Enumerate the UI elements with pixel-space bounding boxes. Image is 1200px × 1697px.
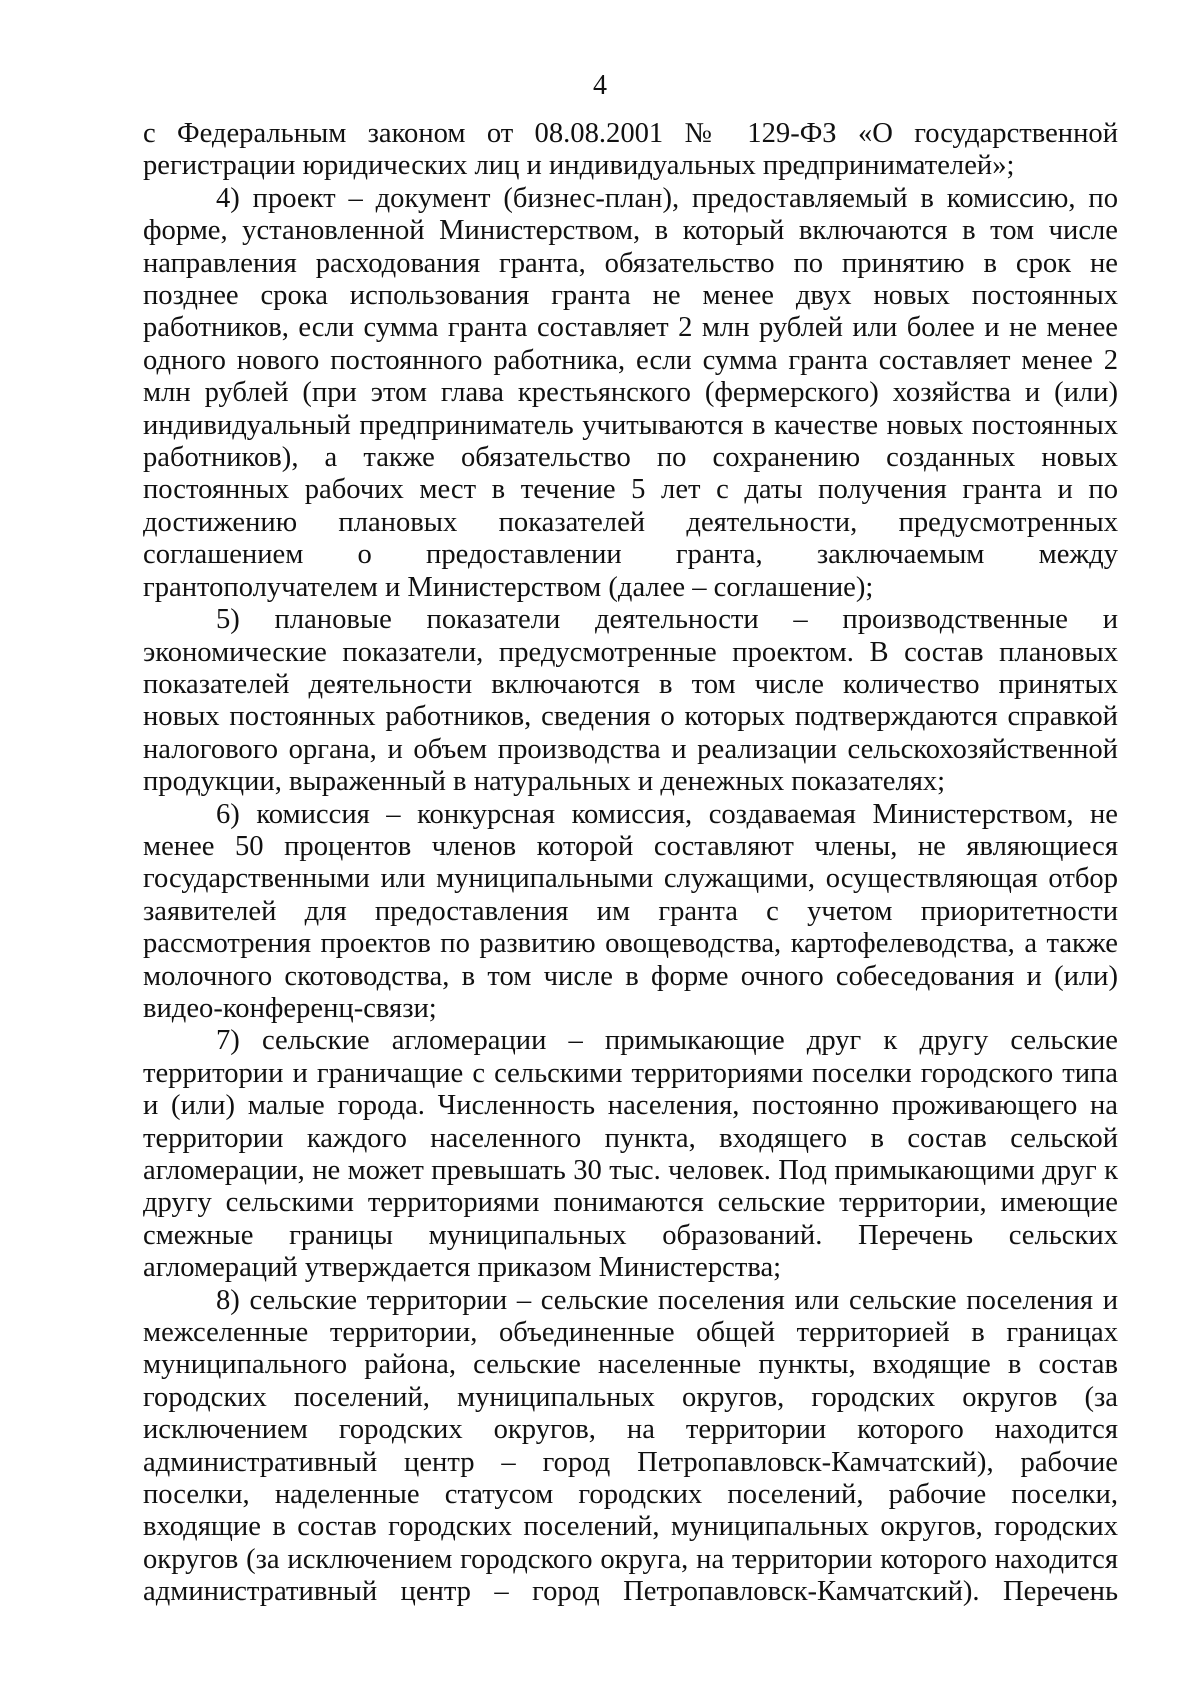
page-number: 4 xyxy=(593,70,607,101)
paragraph-item-5-planned-indicators: 5) плановые показатели деятельности – производственные и экономические показатели, предусмотренные проектом. В состав плановых показателей деятельности включаются в том числе количество принятых новых постоянных работников, сведения о которых подтверждаются справкой налогового органа, и объем производства и реализации сельскохозяйственной продукции, выраженный в натуральных и денежных показателях; xyxy=(143,604,1118,798)
paragraph-law-reference: с Федеральным законом от 08.08.2001 № 129-ФЗ «О государственной регистрации юридических лиц и индивидуальных предпринимателей»; xyxy=(143,118,1118,182)
paragraph-item-7-rural-agglomerations: 7) сельские агломерации – примыкающие друг к другу сельские территории и граничащие с сельскими территориями поселки городского типа и (или) малые города. Численность населения, постоянно проживающего на территории каждого населенного пункта, входящего в состав сельской агломерации, не может превышать 30 тыс. человек. Под примыкающими друг к другу сельскими территориями понимаются сельские территории, имеющие смежные границы муниципальных образований. Перечень сельских агломераций утверждается приказом Министерства; xyxy=(143,1025,1118,1284)
paragraph-item-8-rural-territories: 8) сельские территории – сельские поселения или сельские поселения и межселенные территории, объединенные общей территорией в границах муниципального района, сельские населенные пункты, входящие в состав городских поселений, муниципальных округов, городских округов (за исключением городских округов, на территории которого находится административный центр – город Петропавловск-Камчатский), рабочие поселки, наделенные статусом городских поселений, рабочие поселки, входящие в состав городских поселений, муниципальных округов, городских округов (за исключением городского округа, на территории которого находится административный центр – город Петропавловск-Камчатский). Перечень xyxy=(143,1284,1118,1608)
paragraph-item-6-commission: 6) комиссия – конкурсная комиссия, создаваемая Министерством, не менее 50 процентов членов которой составляют члены, не являющиеся государственными или муниципальными служащими, осуществляющая отбор заявителей для предоставления им гранта с учетом приоритетности рассмотрения проектов по развитию овощеводства, картофелеводства, а также молочного скотоводства, в том числе в форме очного собеседования и (или) видео-конференц-связи; xyxy=(143,798,1118,1024)
paragraph-item-4-project: 4) проект – документ (бизнес-план), предоставляемый в комиссию, по форме, установленной Министерством, в который включаются в том числе направления расходования гранта, обязательство по принятию в срок не позднее срока использования гранта не менее двух новых постоянных работников, если сумма гранта составляет 2 млн рублей или более и не менее одного нового постоянного работника, если сумма гранта составляет менее 2 млн рублей (при этом глава крестьянского (фермерского) хозяйства и (или) индивидуальный предприниматель учитываются в качестве новых постоянных работников), а также обязательство по сохранению созданных новых постоянных рабочих мест в течение 5 лет с даты получения гранта и по достижению плановых показателей деятельности, предусмотренных соглашением о предоставлении гранта, заключаемым между грантополучателем и Министерством (далее – соглашение); xyxy=(143,182,1118,603)
document-body xyxy=(143,118,1118,1609)
